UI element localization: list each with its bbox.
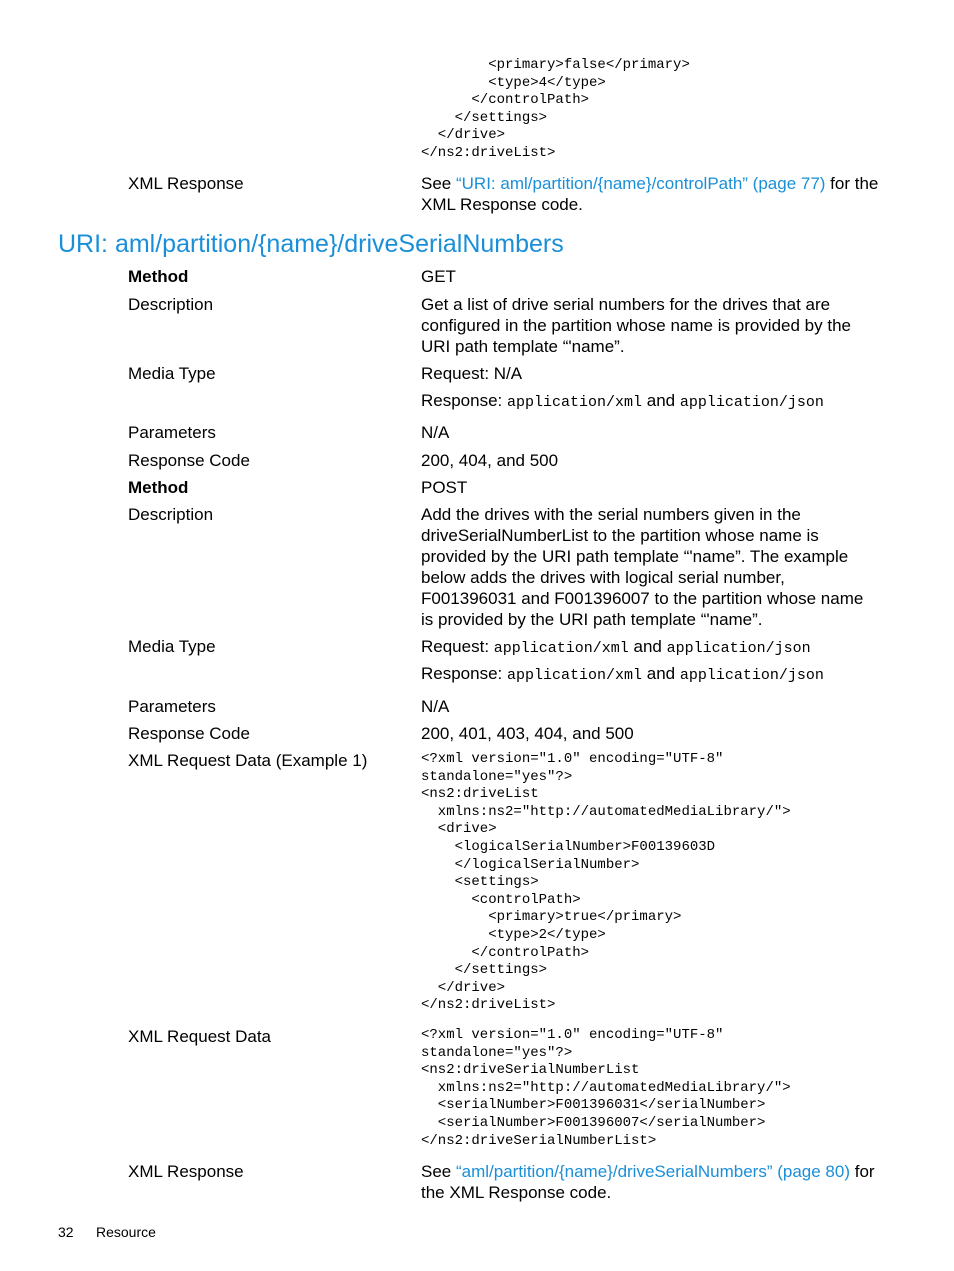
post-response-type1: application/xml: [507, 667, 643, 684]
get-response-and: and: [642, 391, 680, 410]
get-parameters-label: Parameters: [128, 423, 216, 442]
post-response-type2: application/json: [679, 667, 824, 684]
section-title: URI: aml/partition/{name}/driveSerialNumbers: [58, 230, 564, 258]
post-request-type2: application/json: [666, 640, 811, 657]
post-response-code-value: 200, 401, 403, 404, and 500: [421, 724, 634, 743]
post-parameters-label: Parameters: [128, 697, 216, 716]
get-response-code-label: Response Code: [128, 451, 250, 470]
top-xml-response-label: XML Response: [128, 174, 244, 193]
page-number: 32: [58, 1224, 74, 1240]
post-request: [421, 636, 881, 659]
example1-code-block: <?xml version="1.0" encoding="UTF-8" standalone="yes"?> <ns2:driveList xmlns:ns2="http://automatedMediaLibrary/"> <drive> <logicalSerialNumber>F00139603D </logicalSerialNumber> <settings> <controlPath> <primary>true</primary> <type>2</type> </controlPath> </settings> </drive> </ns2:driveList>: [421, 751, 791, 1014]
post-description: Add the drives with the serial numbers given in the driveSerialNumberList to the partition whose name is provided by the URI path template “'name”. The example below adds the drives with logical serial number, F001396031 and F001396007 to the partition whose name is provided by the URI path template “'name”.: [421, 505, 864, 629]
after-text: for the XML Response code.: [421, 174, 879, 214]
post-media-label: Media Type: [128, 637, 216, 656]
get-response-type1: application/xml: [507, 394, 643, 411]
footer-section: Resource: [96, 1224, 156, 1240]
post-see-text: See: [421, 1162, 456, 1181]
top-xml-response-value: [421, 173, 881, 215]
post-description-label: Description: [128, 505, 214, 524]
get-media-label: Media Type: [128, 364, 216, 383]
driveserialnumbers-link[interactable]: “aml/partition/{name}/driveSerialNumbers” (page 80): [455, 1162, 850, 1181]
get-method-label: Method: [128, 267, 189, 286]
get-response: [421, 390, 881, 413]
post-request-and: and: [628, 637, 667, 656]
get-description: Get a list of drive serial numbers for the drives that are configured in the partition whose name is provided by the URI path template “'name”.: [421, 295, 851, 356]
get-response-type2: application/json: [679, 394, 824, 411]
post-response-and: and: [642, 664, 680, 683]
example1-label: XML Request Data (Example 1): [128, 751, 368, 770]
post-after-text: for the XML Response code.: [421, 1162, 875, 1202]
top-code-block: <primary>false</primary> <type>4</type> </controlPath> </settings> </drive> </ns2:driveList>: [421, 57, 690, 161]
post-request-prefix: Request:: [421, 637, 494, 656]
post-response-code-label: Response Code: [128, 724, 250, 743]
post-xml-response-value: [421, 1161, 881, 1203]
post-response-prefix: Response:: [421, 664, 507, 683]
post-request-type1: application/xml: [493, 640, 629, 657]
request-data-label: XML Request Data: [128, 1027, 271, 1046]
post-response: [421, 663, 881, 686]
get-description-label: Description: [128, 295, 214, 314]
get-response-prefix: Response:: [421, 391, 507, 410]
request-data-code-block: <?xml version="1.0" encoding="UTF-8" standalone="yes"?> <ns2:driveSerialNumberList xmlns:ns2="http://automatedMediaLibrary/"> <serialNumber>F001396031</serialNumber> <serialNumber>F001396007</serialNumber> </ns2:driveSerialNumberList>: [421, 1027, 791, 1149]
get-response-code-value: 200, 404, and 500: [421, 451, 559, 470]
get-parameters-value: N/A: [421, 423, 450, 442]
post-method-value: POST: [421, 478, 468, 497]
get-request: Request: N/A: [421, 364, 523, 383]
get-method-value: GET: [421, 267, 456, 286]
post-method-label: Method: [128, 478, 189, 497]
see-text: See: [421, 174, 456, 193]
post-xml-response-label: XML Response: [128, 1162, 244, 1181]
controlpath-link[interactable]: “URI: aml/partition/{name}/controlPath” (page 77): [455, 174, 826, 193]
post-parameters-value: N/A: [421, 697, 450, 716]
